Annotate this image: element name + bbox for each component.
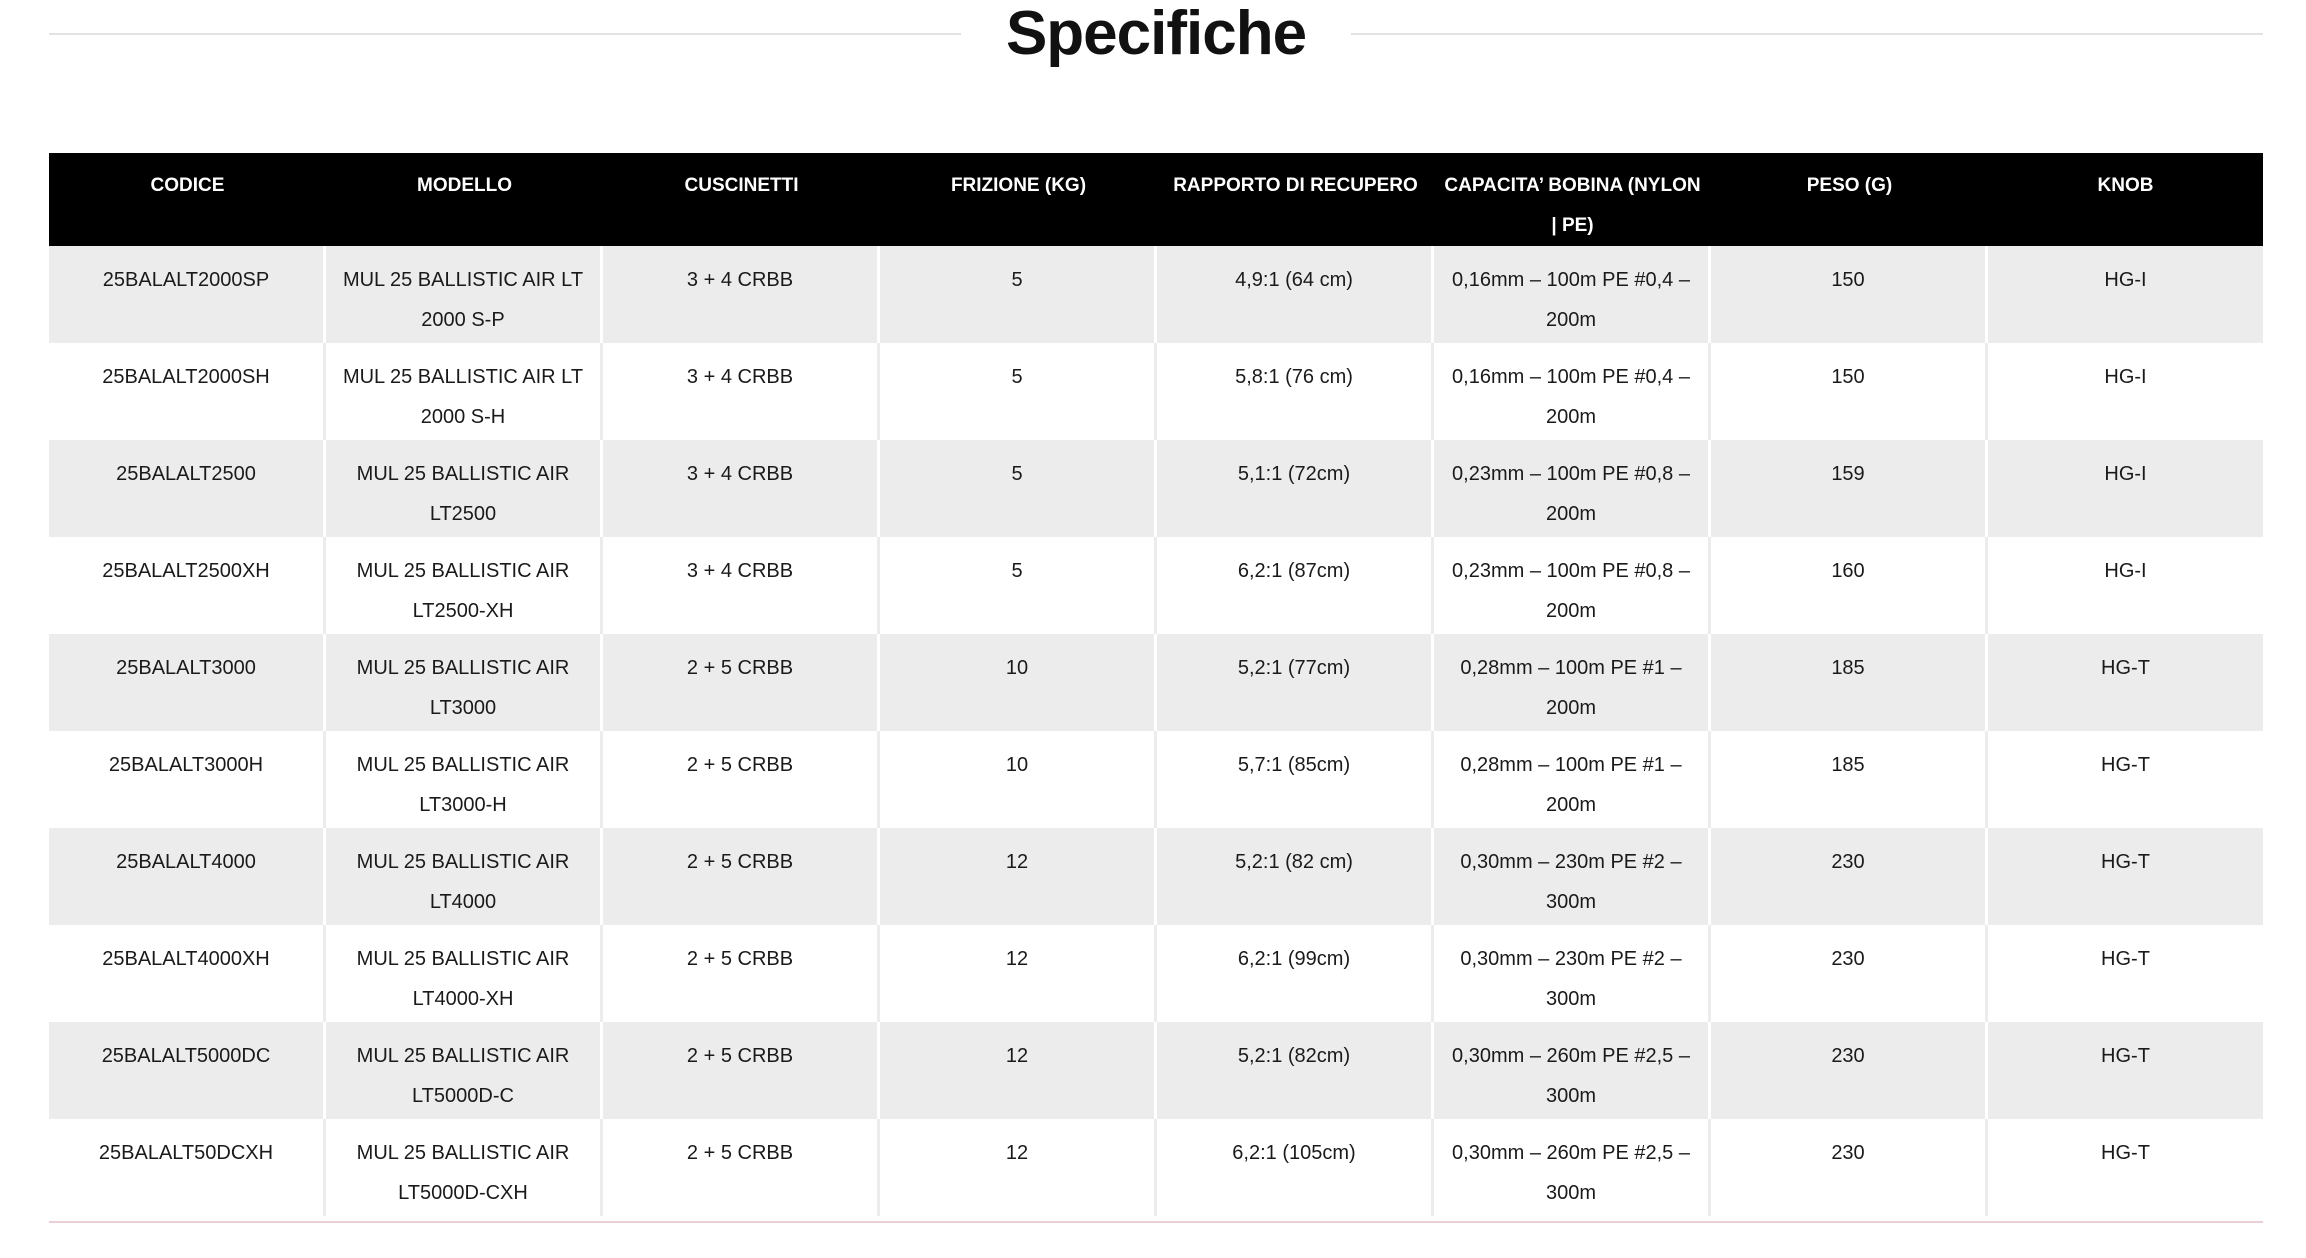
cell-capacita: 0,23mm – 100m PE #0,8 – 200m bbox=[1434, 537, 1711, 634]
cell-capacita: 0,30mm – 260m PE #2,5 – 300m bbox=[1434, 1022, 1711, 1119]
cell-modello: MUL 25 BALLISTIC AIR LT4000-XH bbox=[326, 925, 603, 1022]
cell-frizione: 12 bbox=[880, 828, 1157, 925]
header-col-frizione: FRIZIONE (KG) bbox=[880, 153, 1157, 246]
header-col-knob: KNOB bbox=[1988, 153, 2263, 246]
cell-capacita: 0,28mm – 100m PE #1 – 200m bbox=[1434, 634, 1711, 731]
cell-knob: HG-T bbox=[1988, 828, 2263, 925]
cell-peso: 160 bbox=[1711, 537, 1988, 634]
cell-cuscinetti: 2 + 5 CRBB bbox=[603, 925, 880, 1022]
cell-modello: MUL 25 BALLISTIC AIR LT 2000 S-H bbox=[326, 343, 603, 440]
cell-codice: 25BALALT4000XH bbox=[49, 925, 326, 1022]
table-row bbox=[49, 731, 2263, 828]
table-body bbox=[49, 246, 2263, 1216]
table-row bbox=[49, 634, 2263, 731]
cell-knob: HG-T bbox=[1988, 925, 2263, 1022]
cell-peso: 230 bbox=[1711, 925, 1988, 1022]
table-row bbox=[49, 1022, 2263, 1119]
cell-modello: MUL 25 BALLISTIC AIR LT4000 bbox=[326, 828, 603, 925]
cell-modello: MUL 25 BALLISTIC AIR LT5000D-CXH bbox=[326, 1119, 603, 1216]
cell-peso: 230 bbox=[1711, 828, 1988, 925]
cell-rapporto: 4,9:1 (64 cm) bbox=[1157, 246, 1434, 343]
cell-modello: MUL 25 BALLISTIC AIR LT 2000 S-P bbox=[326, 246, 603, 343]
cell-codice: 25BALALT3000 bbox=[49, 634, 326, 731]
cell-cuscinetti: 3 + 4 CRBB bbox=[603, 343, 880, 440]
cell-peso: 185 bbox=[1711, 731, 1988, 828]
table-bottom-rule bbox=[49, 1221, 2263, 1223]
cell-frizione: 5 bbox=[880, 343, 1157, 440]
cell-knob: HG-I bbox=[1988, 440, 2263, 537]
header-col-cuscinetti: CUSCINETTI bbox=[603, 153, 880, 246]
cell-capacita: 0,28mm – 100m PE #1 – 200m bbox=[1434, 731, 1711, 828]
header-col-peso: PESO (G) bbox=[1711, 153, 1988, 246]
cell-knob: HG-T bbox=[1988, 634, 2263, 731]
cell-frizione: 5 bbox=[880, 246, 1157, 343]
cell-codice: 25BALALT4000 bbox=[49, 828, 326, 925]
cell-peso: 230 bbox=[1711, 1119, 1988, 1216]
table-row bbox=[49, 925, 2263, 1022]
cell-cuscinetti: 3 + 4 CRBB bbox=[603, 537, 880, 634]
cell-peso: 185 bbox=[1711, 634, 1988, 731]
specs-table bbox=[49, 153, 2263, 1216]
cell-codice: 25BALALT2500XH bbox=[49, 537, 326, 634]
title-divider-right bbox=[1351, 33, 2263, 35]
cell-frizione: 12 bbox=[880, 1022, 1157, 1119]
page-title: Specifiche bbox=[1005, 0, 1307, 68]
cell-cuscinetti: 2 + 5 CRBB bbox=[603, 634, 880, 731]
cell-modello: MUL 25 BALLISTIC AIR LT3000 bbox=[326, 634, 603, 731]
cell-rapporto: 5,7:1 (85cm) bbox=[1157, 731, 1434, 828]
cell-capacita: 0,30mm – 230m PE #2 – 300m bbox=[1434, 828, 1711, 925]
cell-codice: 25BALALT3000H bbox=[49, 731, 326, 828]
section-header bbox=[49, 0, 2263, 70]
header-col-modello: MODELLO bbox=[326, 153, 603, 246]
cell-modello: MUL 25 BALLISTIC AIR LT2500-XH bbox=[326, 537, 603, 634]
cell-frizione: 10 bbox=[880, 731, 1157, 828]
table-row bbox=[49, 537, 2263, 634]
cell-knob: HG-T bbox=[1988, 731, 2263, 828]
cell-capacita: 0,16mm – 100m PE #0,4 – 200m bbox=[1434, 246, 1711, 343]
cell-cuscinetti: 2 + 5 CRBB bbox=[603, 828, 880, 925]
title-divider-left bbox=[49, 33, 961, 35]
cell-capacita: 0,23mm – 100m PE #0,8 – 200m bbox=[1434, 440, 1711, 537]
cell-codice: 25BALALT2000SH bbox=[49, 343, 326, 440]
table-row bbox=[49, 828, 2263, 925]
cell-knob: HG-I bbox=[1988, 537, 2263, 634]
cell-rapporto: 6,2:1 (99cm) bbox=[1157, 925, 1434, 1022]
header-col-rapporto: RAPPORTO DI RECUPERO bbox=[1157, 153, 1434, 246]
cell-frizione: 10 bbox=[880, 634, 1157, 731]
table-header-row bbox=[49, 153, 2263, 246]
cell-cuscinetti: 2 + 5 CRBB bbox=[603, 1022, 880, 1119]
cell-rapporto: 6,2:1 (105cm) bbox=[1157, 1119, 1434, 1216]
cell-knob: HG-T bbox=[1988, 1119, 2263, 1216]
cell-frizione: 12 bbox=[880, 1119, 1157, 1216]
cell-codice: 25BALALT50DCXH bbox=[49, 1119, 326, 1216]
cell-rapporto: 5,8:1 (76 cm) bbox=[1157, 343, 1434, 440]
cell-frizione: 5 bbox=[880, 537, 1157, 634]
cell-rapporto: 5,2:1 (77cm) bbox=[1157, 634, 1434, 731]
cell-rapporto: 5,1:1 (72cm) bbox=[1157, 440, 1434, 537]
table-row bbox=[49, 1119, 2263, 1216]
header-col-codice: CODICE bbox=[49, 153, 326, 246]
table-row bbox=[49, 343, 2263, 440]
cell-rapporto: 5,2:1 (82 cm) bbox=[1157, 828, 1434, 925]
cell-codice: 25BALALT2500 bbox=[49, 440, 326, 537]
cell-cuscinetti: 2 + 5 CRBB bbox=[603, 731, 880, 828]
cell-peso: 159 bbox=[1711, 440, 1988, 537]
cell-knob: HG-I bbox=[1988, 343, 2263, 440]
cell-peso: 230 bbox=[1711, 1022, 1988, 1119]
cell-rapporto: 5,2:1 (82cm) bbox=[1157, 1022, 1434, 1119]
cell-capacita: 0,30mm – 230m PE #2 – 300m bbox=[1434, 925, 1711, 1022]
header-col-capacita: CAPACITA’ BOBINA (NYLON | PE) bbox=[1434, 153, 1711, 246]
cell-modello: MUL 25 BALLISTIC AIR LT5000D-C bbox=[326, 1022, 603, 1119]
cell-cuscinetti: 3 + 4 CRBB bbox=[603, 440, 880, 537]
cell-modello: MUL 25 BALLISTIC AIR LT2500 bbox=[326, 440, 603, 537]
cell-knob: HG-T bbox=[1988, 1022, 2263, 1119]
cell-peso: 150 bbox=[1711, 343, 1988, 440]
cell-codice: 25BALALT2000SP bbox=[49, 246, 326, 343]
cell-rapporto: 6,2:1 (87cm) bbox=[1157, 537, 1434, 634]
cell-cuscinetti: 3 + 4 CRBB bbox=[603, 246, 880, 343]
cell-frizione: 12 bbox=[880, 925, 1157, 1022]
cell-codice: 25BALALT5000DC bbox=[49, 1022, 326, 1119]
cell-modello: MUL 25 BALLISTIC AIR LT3000-H bbox=[326, 731, 603, 828]
cell-capacita: 0,16mm – 100m PE #0,4 – 200m bbox=[1434, 343, 1711, 440]
table-row bbox=[49, 440, 2263, 537]
cell-knob: HG-I bbox=[1988, 246, 2263, 343]
cell-capacita: 0,30mm – 260m PE #2,5 – 300m bbox=[1434, 1119, 1711, 1216]
cell-peso: 150 bbox=[1711, 246, 1988, 343]
cell-frizione: 5 bbox=[880, 440, 1157, 537]
table-row bbox=[49, 246, 2263, 343]
cell-cuscinetti: 2 + 5 CRBB bbox=[603, 1119, 880, 1216]
